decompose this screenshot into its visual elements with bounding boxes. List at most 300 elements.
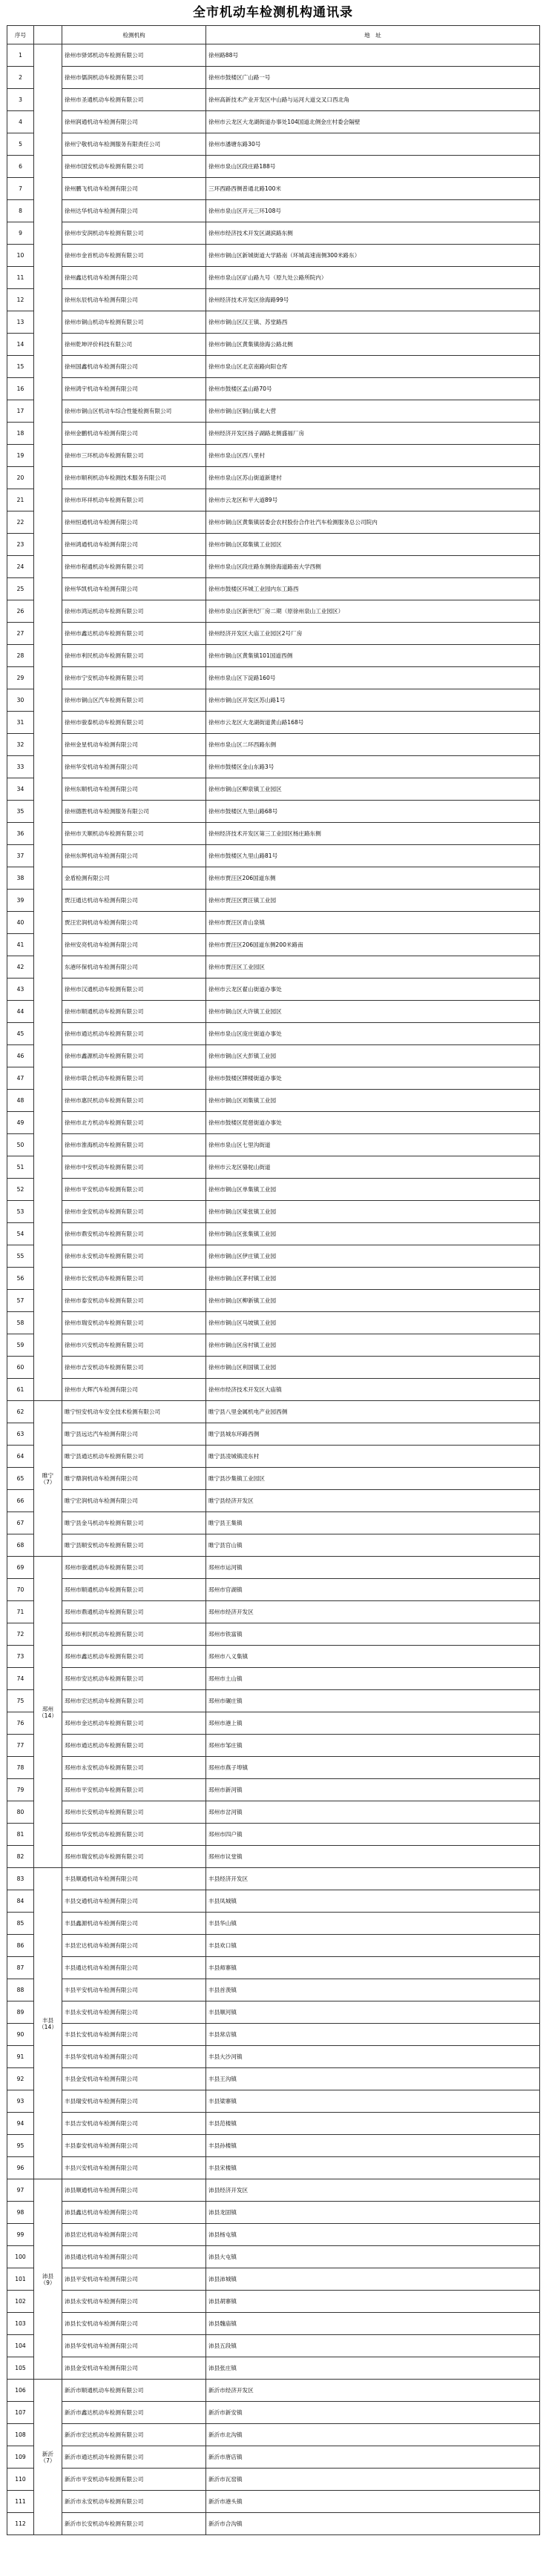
row-address: 徐州市潘塘东路30号 (206, 133, 540, 156)
row-address: 徐州市贾汪区206国道东侧200米路南 (206, 934, 540, 956)
row-seq: 61 (7, 1379, 34, 1401)
table-row (7, 823, 540, 845)
table-row (7, 1090, 540, 1112)
row-address: 丰县宋楼镇 (206, 2157, 540, 2179)
row-seq: 56 (7, 1268, 34, 1290)
row-address: 沛县杨屯镇 (206, 2224, 540, 2246)
table-row (7, 2224, 540, 2246)
row-agency: 丰县永安机动车检测有限公司 (62, 2001, 206, 2024)
row-address: 徐州经济技术开发区徐海路99号 (206, 289, 540, 311)
row-seq: 73 (7, 1646, 34, 1668)
table-row (7, 1201, 540, 1223)
row-agency: 徐州市圣通机动车检测有限公司 (62, 89, 206, 111)
row-seq: 109 (7, 2446, 34, 2469)
table-row (7, 778, 540, 801)
row-address: 徐州市铜山区铜山镇北大营 (206, 400, 540, 423)
row-agency: 丰县顺通机动车检测有限公司 (62, 1868, 206, 1890)
header-agency: 检测机构 (62, 26, 206, 44)
table-row (7, 1890, 540, 1913)
row-agency: 徐州市吉安机动车检测有限公司 (62, 1357, 206, 1379)
row-agency: 丰县平安机动车检测有限公司 (62, 1979, 206, 2001)
table-row (7, 2335, 540, 2357)
table-row (7, 1935, 540, 1957)
row-agency: 新沂市通达机动车检测有限公司 (62, 2446, 206, 2469)
row-seq: 100 (7, 2246, 34, 2268)
row-address: 丰县华山镇 (206, 1913, 540, 1935)
row-agency: 邳州市骏通机动车检测有限公司 (62, 1557, 206, 1579)
row-agency: 徐州华凯机动车检测有限公司 (62, 578, 206, 600)
row-agency: 邳州市通达机动车检测有限公司 (62, 1735, 206, 1757)
row-seq: 8 (7, 200, 34, 222)
row-agency: 徐州华安机动车检测有限公司 (62, 756, 206, 778)
row-seq: 52 (7, 1179, 34, 1201)
table-row (7, 600, 540, 623)
row-address: 邳州市官湖镇 (206, 1579, 540, 1601)
row-seq: 21 (7, 489, 34, 511)
row-address: 徐州经济开发区扬子湖路北侧盛福厂房 (206, 423, 540, 445)
row-address: 新沂市港头镇 (206, 2491, 540, 2513)
row-agency: 沛县华安机动车检测有限公司 (62, 2335, 206, 2357)
row-agency: 徐州金星机动车检测有限公司 (62, 734, 206, 756)
row-address: 邳州市港上镇 (206, 1712, 540, 1735)
row-agency: 睢宁县金马机动车检测有限公司 (62, 1512, 206, 1534)
row-address: 邳州市岔河镇 (206, 1801, 540, 1824)
row-seq: 6 (7, 156, 34, 178)
row-agency: 丰县兴安机动车检测有限公司 (62, 2157, 206, 2179)
table-row (7, 2268, 540, 2291)
row-agency: 东港环保机动车检测有限公司 (62, 956, 206, 979)
row-agency: 徐州市儒润机动车检测有限公司 (62, 67, 206, 89)
row-address: 邳州市碾庄镇 (206, 1690, 540, 1712)
row-address: 丰县顺河镇 (206, 2001, 540, 2024)
table-row (7, 756, 540, 778)
row-agency: 徐州市鑫达机动车检测有限公司 (62, 623, 206, 645)
row-seq: 32 (7, 734, 34, 756)
table-row (7, 1223, 540, 1245)
row-address: 徐州市云龙区大龙湖街道办事处104国道北侧金庄村委会隔壁 (206, 111, 540, 133)
row-agency: 丰县泰安机动车检测有限公司 (62, 2135, 206, 2157)
table-row (7, 1490, 540, 1512)
row-address: 徐州市泉山区北京南路向阳仓库 (206, 356, 540, 378)
row-seq: 22 (7, 511, 34, 534)
row-agency: 新沂市顺通机动车检测有限公司 (62, 2380, 206, 2402)
row-address: 徐州市鼓楼区孟山路70号 (206, 378, 540, 400)
row-seq: 91 (7, 2046, 34, 2068)
table-row (7, 1023, 540, 1045)
table-row (7, 689, 540, 712)
row-agency: 徐州乾坤评价科技有限公司 (62, 334, 206, 356)
row-seq: 85 (7, 1913, 34, 1935)
row-address: 沛县五段镇 (206, 2335, 540, 2357)
row-agency: 徐州市汉通机动车检测有限公司 (62, 979, 206, 1001)
table-row (7, 1156, 540, 1179)
row-seq: 13 (7, 311, 34, 334)
row-address: 徐州市贾汪区青山泉镇 (206, 912, 540, 934)
row-address: 丰县凤城镇 (206, 1890, 540, 1913)
table-row (7, 956, 540, 979)
row-agency: 徐州市鑫源机动车检测有限公司 (62, 1045, 206, 1067)
row-seq: 24 (7, 556, 34, 578)
row-seq: 108 (7, 2424, 34, 2446)
table-row (7, 489, 540, 511)
row-address: 徐州市贾汪区工业园区 (206, 956, 540, 979)
row-seq: 2 (7, 67, 34, 89)
row-address: 邳州市铁富镇 (206, 1623, 540, 1646)
table-row (7, 534, 540, 556)
table-row (7, 667, 540, 689)
row-address: 丰县王沟镇 (206, 2068, 540, 2090)
row-address: 徐州市铜山区利国镇工业园 (206, 1357, 540, 1379)
row-address: 徐州市铜山区茅村镇工业园 (206, 1268, 540, 1290)
row-seq: 83 (7, 1868, 34, 1890)
row-seq: 93 (7, 2090, 34, 2113)
table-row (7, 801, 540, 823)
row-agency: 徐州恒通机动车检测有限公司 (62, 511, 206, 534)
row-agency: 徐州市金安机动车检测有限公司 (62, 1201, 206, 1223)
row-agency: 邳州市宏达机动车检测有限公司 (62, 1690, 206, 1712)
row-seq: 88 (7, 1979, 34, 2001)
row-address: 徐州市云龙区大龙湖街道黄山路168号 (206, 712, 540, 734)
row-address: 丰县梁寨镇 (206, 2090, 540, 2113)
table-row (7, 2446, 540, 2469)
row-seq: 97 (7, 2179, 34, 2202)
row-seq: 77 (7, 1735, 34, 1757)
row-agency: 睢宁县通达机动车检测有限公司 (62, 1446, 206, 1468)
row-agency: 徐州国鑫机动车检测有限公司 (62, 356, 206, 378)
table-row (7, 912, 540, 934)
row-address: 徐州市泉山区下淀路160号 (206, 667, 540, 689)
agency-table (7, 25, 540, 2535)
table-row (7, 156, 540, 178)
row-agency: 邳州市鼎通机动车检测有限公司 (62, 1601, 206, 1623)
row-address: 徐州经济开发区大庙工业园区2号厂房 (206, 623, 540, 645)
row-agency: 徐州市联合机动车检测有限公司 (62, 1067, 206, 1090)
header-address: 地 址 (206, 26, 540, 44)
row-agency: 沛县永安机动车检测有限公司 (62, 2291, 206, 2313)
row-seq: 74 (7, 1668, 34, 1690)
row-seq: 41 (7, 934, 34, 956)
row-agency: 徐州市北方机动车检测有限公司 (62, 1112, 206, 1134)
row-address: 徐州市铜山区刘集镇工业园 (206, 1090, 540, 1112)
table-row (7, 2291, 540, 2313)
row-agency: 金盾检测有限公司 (62, 867, 206, 890)
row-seq: 78 (7, 1757, 34, 1779)
row-address: 徐州市铜山区开发区苏山路1号 (206, 689, 540, 712)
row-address: 邳州市邹庄镇 (206, 1735, 540, 1757)
table-row (7, 1623, 540, 1646)
row-address: 徐州市铜山区柳泉镇工业园区 (206, 778, 540, 801)
table-row (7, 222, 540, 245)
row-agency: 沛县鑫达机动车检测有限公司 (62, 2202, 206, 2224)
row-seq: 37 (7, 845, 34, 867)
row-agency: 徐州市环祥机动车检测有限公司 (62, 489, 206, 511)
row-address: 徐州市云龙区翟山街道办事处 (206, 979, 540, 1001)
row-address: 沛县胡寨镇 (206, 2291, 540, 2313)
table-row (7, 979, 540, 1001)
row-agency: 徐州市鼎安机动车检测有限公司 (62, 1223, 206, 1245)
row-agency: 新沂市长安机动车检测有限公司 (62, 2513, 206, 2535)
row-address: 新沂市唐店镇 (206, 2446, 540, 2469)
row-agency: 徐州市永安机动车检测有限公司 (62, 1245, 206, 1268)
row-agency: 徐州市长安机动车检测有限公司 (62, 1268, 206, 1290)
row-address: 丰县欢口镇 (206, 1935, 540, 1957)
table-row (7, 1067, 540, 1090)
table-row (7, 200, 540, 222)
table-row (7, 1379, 540, 1401)
row-address: 徐州高新技术产业开发区中山路与运河大道交叉口西北角 (206, 89, 540, 111)
table-row (7, 356, 540, 378)
county-group-label (34, 44, 62, 1401)
row-agency: 丰县宏达机动车检测有限公司 (62, 1935, 206, 1957)
row-address: 徐州市泉山区开元三环108号 (206, 200, 540, 222)
row-address: 徐州市铜山区房村镇工业园 (206, 1334, 540, 1357)
row-agency: 睢宁县远达汽车检测有限公司 (62, 1423, 206, 1446)
table-row (7, 1646, 540, 1668)
row-seq: 57 (7, 1290, 34, 1312)
row-address: 邳州市新河镇 (206, 1779, 540, 1801)
row-address: 丰县大沙河镇 (206, 2046, 540, 2068)
row-seq: 87 (7, 1957, 34, 1979)
table-row (7, 2068, 540, 2090)
row-agency: 邳州市金达机动车检测有限公司 (62, 1712, 206, 1735)
row-address: 睢宁县王集镇 (206, 1512, 540, 1534)
row-agency: 徐州市安润机动车检测有限公司 (62, 222, 206, 245)
table-row (7, 445, 540, 467)
row-agency: 沛县顺通机动车检测有限公司 (62, 2179, 206, 2202)
row-agency: 新沂市永安机动车检测有限公司 (62, 2491, 206, 2513)
row-seq: 105 (7, 2357, 34, 2380)
row-address: 沛县大屯镇 (206, 2246, 540, 2268)
row-seq: 76 (7, 1712, 34, 1735)
row-address: 邳州市八义集镇 (206, 1646, 540, 1668)
row-address: 邳州市运河镇 (206, 1557, 540, 1579)
row-seq: 62 (7, 1401, 34, 1423)
row-address: 徐州市云龙区和平大道89号 (206, 489, 540, 511)
table-row (7, 1268, 540, 1290)
row-agency: 睢宁县顺安机动车检测有限公司 (62, 1534, 206, 1557)
row-agency: 邳州市利民机动车检测有限公司 (62, 1623, 206, 1646)
row-agency: 新沂市宏达机动车检测有限公司 (62, 2424, 206, 2446)
table-row (7, 1579, 540, 1601)
row-seq: 39 (7, 890, 34, 912)
row-seq: 49 (7, 1112, 34, 1134)
row-seq: 14 (7, 334, 34, 356)
table-row (7, 1401, 540, 1423)
table-row (7, 2113, 540, 2135)
row-seq: 23 (7, 534, 34, 556)
table-row (7, 867, 540, 890)
row-address: 睢宁县八里金属机电产业园西侧 (206, 1401, 540, 1423)
table-row (7, 378, 540, 400)
row-address: 邳州市四户镇 (206, 1824, 540, 1846)
row-agency: 丰县华安机动车检测有限公司 (62, 2046, 206, 2068)
table-row (7, 1824, 540, 1846)
row-seq: 102 (7, 2291, 34, 2313)
row-seq: 89 (7, 2001, 34, 2024)
row-seq: 44 (7, 1001, 34, 1023)
row-agency: 丰县吉安机动车检测有限公司 (62, 2113, 206, 2135)
row-address: 徐州市铜山区柳新镇工业园 (206, 1290, 540, 1312)
row-agency: 徐州达华机动车检测有限公司 (62, 200, 206, 222)
row-address: 邳州市议堂镇 (206, 1846, 540, 1868)
table-row (7, 133, 540, 156)
table-row (7, 556, 540, 578)
row-agency: 徐州金鹏机动车检测有限公司 (62, 423, 206, 445)
row-agency: 徐州东辉机动车检测有限公司 (62, 845, 206, 867)
row-seq: 28 (7, 645, 34, 667)
row-seq: 3 (7, 89, 34, 111)
row-address: 徐州市泉山区段庄路188号 (206, 156, 540, 178)
row-seq: 46 (7, 1045, 34, 1067)
table-row (7, 1245, 540, 1268)
row-address: 邳州市土山镇 (206, 1668, 540, 1690)
row-agency: 徐州市泰安机动车检测有限公司 (62, 1290, 206, 1312)
row-seq: 7 (7, 178, 34, 200)
row-agency: 徐州市平安机动车检测有限公司 (62, 1179, 206, 1201)
row-seq: 55 (7, 1245, 34, 1268)
row-seq: 50 (7, 1134, 34, 1156)
county-group-label: 丰县（14） (34, 1868, 62, 2179)
row-agency: 睢宁鼎润机动车检测有限公司 (62, 1468, 206, 1490)
row-agency: 徐州市利民机动车检测有限公司 (62, 645, 206, 667)
row-seq: 35 (7, 801, 34, 823)
row-seq: 30 (7, 689, 34, 712)
row-seq: 64 (7, 1446, 34, 1468)
table-row (7, 1957, 540, 1979)
row-address: 徐州市铜山区棠张镇工业园 (206, 1201, 540, 1223)
row-agency: 徐州市铜山区汽车检测有限公司 (62, 689, 206, 712)
row-address: 新沂市瓦窑镇 (206, 2469, 540, 2491)
table-row (7, 2380, 540, 2402)
row-seq: 11 (7, 267, 34, 289)
row-address: 徐州市贾汪区206国道东侧 (206, 867, 540, 890)
table-row (7, 178, 540, 200)
row-agency: 徐州鑫达机动车检测有限公司 (62, 267, 206, 289)
table-row (7, 1846, 540, 1868)
table-row (7, 2135, 540, 2157)
row-agency: 徐州市宁安机动车检测有限公司 (62, 667, 206, 689)
table-header-row (7, 26, 540, 44)
row-seq: 65 (7, 1468, 34, 1490)
table-row (7, 2024, 540, 2046)
row-agency: 邳州市永安机动车检测有限公司 (62, 1757, 206, 1779)
header-seq: 序号 (7, 26, 34, 44)
row-seq: 82 (7, 1846, 34, 1868)
row-agency: 徐州鹏飞机动车检测有限公司 (62, 178, 206, 200)
row-address: 睢宁县城东环路西侧 (206, 1423, 540, 1446)
row-agency: 徐州润通机动车检测有限公司 (62, 111, 206, 133)
row-address: 睢宁县沙集镇工业园区 (206, 1468, 540, 1490)
row-seq: 70 (7, 1579, 34, 1601)
row-address: 徐州市铜山区黄集镇居委会农村股份合作社汽车检测服务总公司院内 (206, 511, 540, 534)
table-row (7, 1601, 540, 1623)
row-address: 徐州市鼓楼区牌楼街道办事处 (206, 1067, 540, 1090)
table-row (7, 2402, 540, 2424)
row-seq: 92 (7, 2068, 34, 2090)
table-row (7, 890, 540, 912)
table-row (7, 2513, 540, 2535)
row-address: 徐州市鼓楼区广山路一号 (206, 67, 540, 89)
row-address: 徐州市鼓楼区金山东路3号 (206, 756, 540, 778)
row-agency: 徐州市骏泰机动车检测有限公司 (62, 712, 206, 734)
row-seq: 48 (7, 1090, 34, 1112)
row-address: 徐州市铜山区新城街道大学路南（环城高速南侧300米路东） (206, 245, 540, 267)
row-agency: 徐州市兴安机动车检测有限公司 (62, 1334, 206, 1357)
row-agency: 新沂市鑫达机动车检测有限公司 (62, 2402, 206, 2424)
table-row (7, 1179, 540, 1201)
row-seq: 33 (7, 756, 34, 778)
row-seq: 96 (7, 2157, 34, 2179)
row-seq: 47 (7, 1067, 34, 1090)
county-group-label: 睢宁（7） (34, 1401, 62, 1557)
row-agency: 沛县金安机动车检测有限公司 (62, 2357, 206, 2380)
row-agency: 徐州鸿通机动车检测有限公司 (62, 534, 206, 556)
county-group-label: 沛县（9） (34, 2179, 62, 2380)
table-row (7, 1045, 540, 1067)
table-row (7, 2469, 540, 2491)
row-agency: 丰县瑞安机动车检测有限公司 (62, 2090, 206, 2113)
table-row (7, 1001, 540, 1023)
header-county (34, 26, 62, 44)
table-row (7, 2090, 540, 2113)
row-seq: 84 (7, 1890, 34, 1913)
page-title: 全市机动车检测机构通讯录 (193, 5, 353, 20)
row-address: 丰县孙楼镇 (206, 2135, 540, 2157)
row-agency: 徐州市惠民机动车检测有限公司 (62, 1090, 206, 1112)
row-seq: 75 (7, 1690, 34, 1712)
row-seq: 104 (7, 2335, 34, 2357)
table-row (7, 1690, 540, 1712)
table-row (7, 2313, 540, 2335)
row-agency: 徐州德胜机动车检测服务有限公司 (62, 801, 206, 823)
row-seq: 15 (7, 356, 34, 378)
row-seq: 43 (7, 979, 34, 1001)
table-row (7, 1134, 540, 1156)
row-agency: 贾汪宏润机动车检测有限公司 (62, 912, 206, 934)
row-seq: 103 (7, 2313, 34, 2335)
row-seq: 81 (7, 1824, 34, 1846)
row-seq: 29 (7, 667, 34, 689)
row-agency: 沛县通达机动车检测有限公司 (62, 2246, 206, 2268)
row-address: 徐州市云龙区骆驼山街道 (206, 1156, 540, 1179)
row-agency: 睢宁宏润机动车检测有限公司 (62, 1490, 206, 1512)
row-agency: 徐州市淮海机动车检测有限公司 (62, 1134, 206, 1156)
row-address: 徐州市泉山区段庄路东侧徐海道路南大学西侧 (206, 556, 540, 578)
table-row (7, 1446, 540, 1468)
row-seq: 101 (7, 2268, 34, 2291)
row-seq: 19 (7, 445, 34, 467)
table-row (7, 1334, 540, 1357)
row-address: 丰县经济开发区 (206, 1868, 540, 1890)
row-seq: 31 (7, 712, 34, 734)
table-row (7, 2357, 540, 2380)
row-address: 徐州市铜山区张集镇工业园 (206, 1223, 540, 1245)
row-seq: 106 (7, 2380, 34, 2402)
row-seq: 10 (7, 245, 34, 267)
row-address: 丰县师寨镇 (206, 1957, 540, 1979)
row-agency: 邳州市鑫达机动车检测有限公司 (62, 1646, 206, 1668)
row-agency: 睢宁恒安机动车安全技术检测有限公司 (62, 1401, 206, 1423)
row-address: 新沂市北沟镇 (206, 2424, 540, 2446)
row-agency: 徐州市通达机动车检测有限公司 (62, 1023, 206, 1045)
table-row (7, 623, 540, 645)
row-address: 新沂市新安镇 (206, 2402, 540, 2424)
row-agency: 徐州市顺利机动车检测技术服务有限公司 (62, 467, 206, 489)
row-agency: 丰县金安机动车检测有限公司 (62, 2068, 206, 2090)
table-row (7, 467, 540, 489)
row-address: 徐州市铜山区大许镇工业园区 (206, 1001, 540, 1023)
row-seq: 63 (7, 1423, 34, 1446)
